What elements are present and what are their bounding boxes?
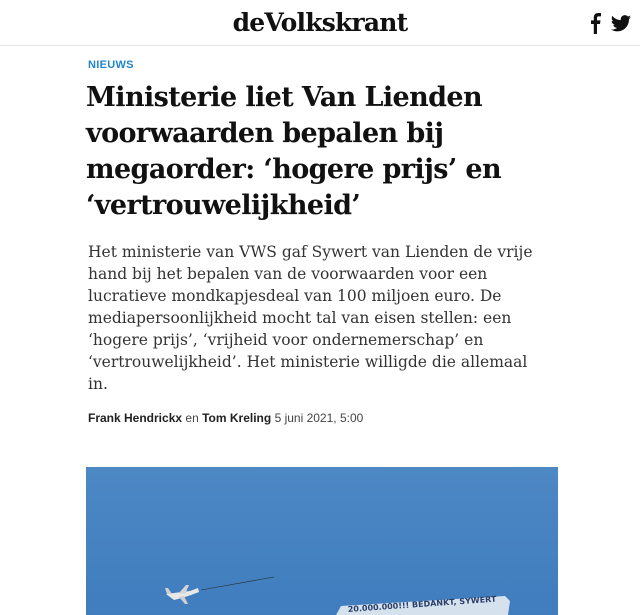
banner-text: 20.000.000!!! BEDANKT, SYWERT xyxy=(347,594,497,614)
facebook-icon[interactable] xyxy=(589,12,601,34)
section-label[interactable]: NIEUWS xyxy=(88,59,134,71)
article-headline: Ministerie liet Van Lienden voorwaarden bepalen bij megaorder: ‘hogere prijs’ en ‘vertrouwelijkheid’ xyxy=(86,82,502,221)
top-bar xyxy=(0,0,640,46)
publish-date: 5 juni 2021, 5:00 xyxy=(274,411,364,425)
article-photo[interactable] xyxy=(86,467,558,615)
sky-photo xyxy=(86,467,558,615)
author-link-2[interactable]: Tom Kreling xyxy=(202,411,272,425)
twitter-icon[interactable] xyxy=(610,12,632,34)
article-intro: Het ministerie van VWS gaf Sywert van Lienden de vrije hand bij het bepalen van de voorwaarden voor een lucratieve mondkapjesdeal van 100 miljoen euro. De mediapersoonlijkheid mocht tal van eisen stellen: een ‘hogere prijs’, ‘vrijheid voor ondernemerschap’ en ‘vertrouwelijkheid’. Het ministerie willigde die allemaal in. xyxy=(88,243,533,393)
byline-joiner: en xyxy=(185,411,199,425)
site-logo[interactable]: deVolkskrant xyxy=(232,8,408,37)
author-link-1[interactable]: Frank Hendrickx xyxy=(88,411,183,425)
byline xyxy=(88,411,558,425)
